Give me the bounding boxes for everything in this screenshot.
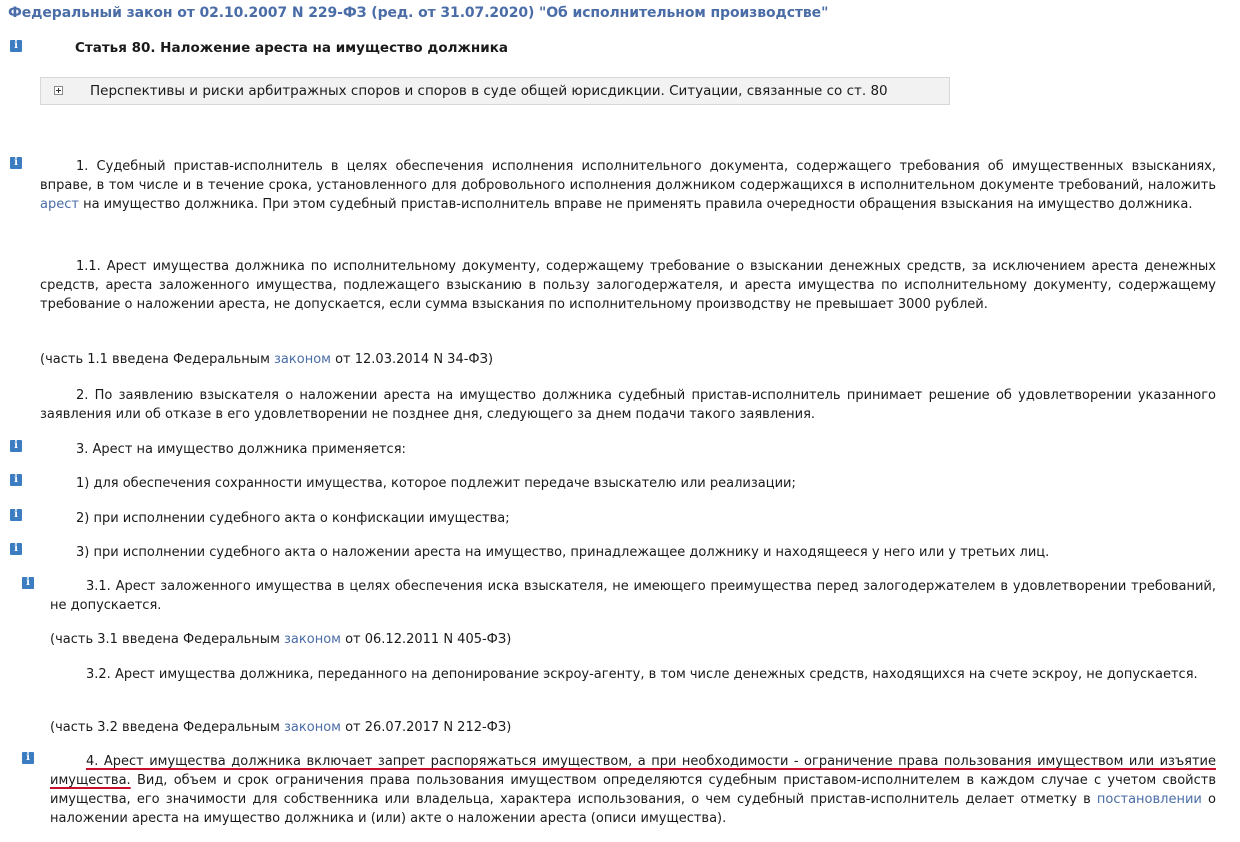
highlighted-text: 4. Арест имущества должника включает запрет распоряжаться имуществом, а при необходимости - ограничение права пользования имуществом или изъятие имущества. (50, 754, 1216, 788)
info-icon[interactable]: i (10, 474, 22, 486)
law-link[interactable]: законом (284, 632, 341, 647)
amendment-note-3-2 (50, 718, 511, 737)
paragraph-part-3-item-3: 3) при исполнении судебного акта о наложении ареста на имущество, принадлежащее должнику и находящееся у него или у третьих лиц. (76, 545, 1050, 560)
paragraph-part-4 (50, 752, 1216, 828)
note-text: от 12.03.2014 N 34-ФЗ) (330, 352, 494, 367)
amendment-note-1-1 (40, 350, 493, 369)
paragraph-part-3-item-2: 2) при исполнении судебного акта о конфискации имущества; (76, 511, 510, 526)
info-icon[interactable]: i (10, 440, 22, 452)
paragraph-part-3-2: 3.2. Арест имущества должника, переданного на депонирование эскроу-агенту, в том числе денежных средств, находящихся на счете эскроу, не допускается. (86, 667, 1198, 682)
info-icon[interactable]: i (10, 543, 22, 555)
info-icon[interactable]: i (22, 577, 34, 589)
paragraph-text: 1. Судебный пристав-исполнитель в целях обеспечения исполнения исполнительного документа, содержащего требования об имущественных взысканиях, вправе, в том числе и в течение срока, установленного для добровольного исполнения должником содержащихся в исполнительном документе требований, наложить (40, 159, 1216, 193)
info-icon[interactable]: i (10, 40, 22, 52)
info-icon[interactable]: i (10, 157, 22, 169)
law-link[interactable]: законом (284, 720, 341, 735)
note-text: (часть 3.1 введена Федеральным (50, 632, 285, 647)
paragraph-part-1-1: 1.1. Арест имущества должника по исполнительному документу, содержащему требование о взыскании денежных средств, за исключением ареста денежных средств, ареста заложенного имущества, подлежащего взысканию в пользу залогодержателя, и ареста имущества по исполнительному документу, содержащему требование о наложении ареста, не допускается, если сумма взыскания по исполнительному производству не превышает 3000 рублей. (40, 259, 1216, 312)
expander-label[interactable]: Перспективы и риски арбитражных споров и споров в суде общей юрисдикции. Ситуации, связанные со ст. 80 (90, 83, 888, 99)
paragraph-text: Вид, объем и срок ограничения права пользования имуществом определяются судебным приставом-исполнителем в каждом случае с учетом свойств имущества, его значимости для собственника или владельца, характера использования, о чем судебный пристав-исполнитель делает отметку в (50, 773, 1216, 807)
note-text: от 26.07.2017 N 212-ФЗ) (340, 720, 512, 735)
amendment-note-3-1 (50, 630, 511, 649)
article-title: Статья 80. Наложение ареста на имущество должника (75, 40, 508, 56)
paragraph-part-2: 2. По заявлению взыскателя о наложении ареста на имущество должника судебный пристав-исполнитель принимает решение об удовлетворении указанного заявления или об отказе в его удовлетворении не позднее дня, следующего за днем подачи такого заявления. (40, 388, 1216, 422)
paragraph-text: о наложении ареста на имущество должника и (или) акте о наложении ареста (описи имущества). (50, 792, 1216, 826)
arrest-link[interactable]: арест (40, 197, 79, 212)
commentary-expander[interactable] (40, 77, 950, 105)
expand-plus-icon[interactable] (54, 86, 63, 95)
note-text: от 06.12.2011 N 405-ФЗ) (340, 632, 512, 647)
info-icon[interactable]: i (22, 752, 34, 764)
note-text: (часть 3.2 введена Федеральным (50, 720, 285, 735)
resolution-link[interactable]: постановлении (1096, 792, 1202, 807)
paragraph-part-3-item-1: 1) для обеспечения сохранности имущества, которое подлежит передаче взыскателю или реализации; (76, 476, 796, 491)
paragraph-part-3-1: 3.1. Арест заложенного имущества в целях обеспечения иска взыскателя, не имеющего преимущества перед залогодержателем в удовлетворении требований, не допускается. (50, 579, 1216, 613)
paragraph-text: на имущество должника. При этом судебный пристав-исполнитель вправе не применять правила очередности обращения взыскания на имущество должника. (78, 197, 1193, 212)
law-link[interactable]: законом (274, 352, 331, 367)
note-text: (часть 1.1 введена Федеральным (40, 352, 275, 367)
info-icon[interactable]: i (10, 509, 22, 521)
paragraph-part-1 (40, 157, 1216, 214)
document-title: Федеральный закон от 02.10.2007 N 229-ФЗ (ред. от 31.07.2020) "Об исполнительном производстве" (8, 5, 829, 21)
paragraph-part-3: 3. Арест на имущество должника применяется: (76, 442, 406, 457)
